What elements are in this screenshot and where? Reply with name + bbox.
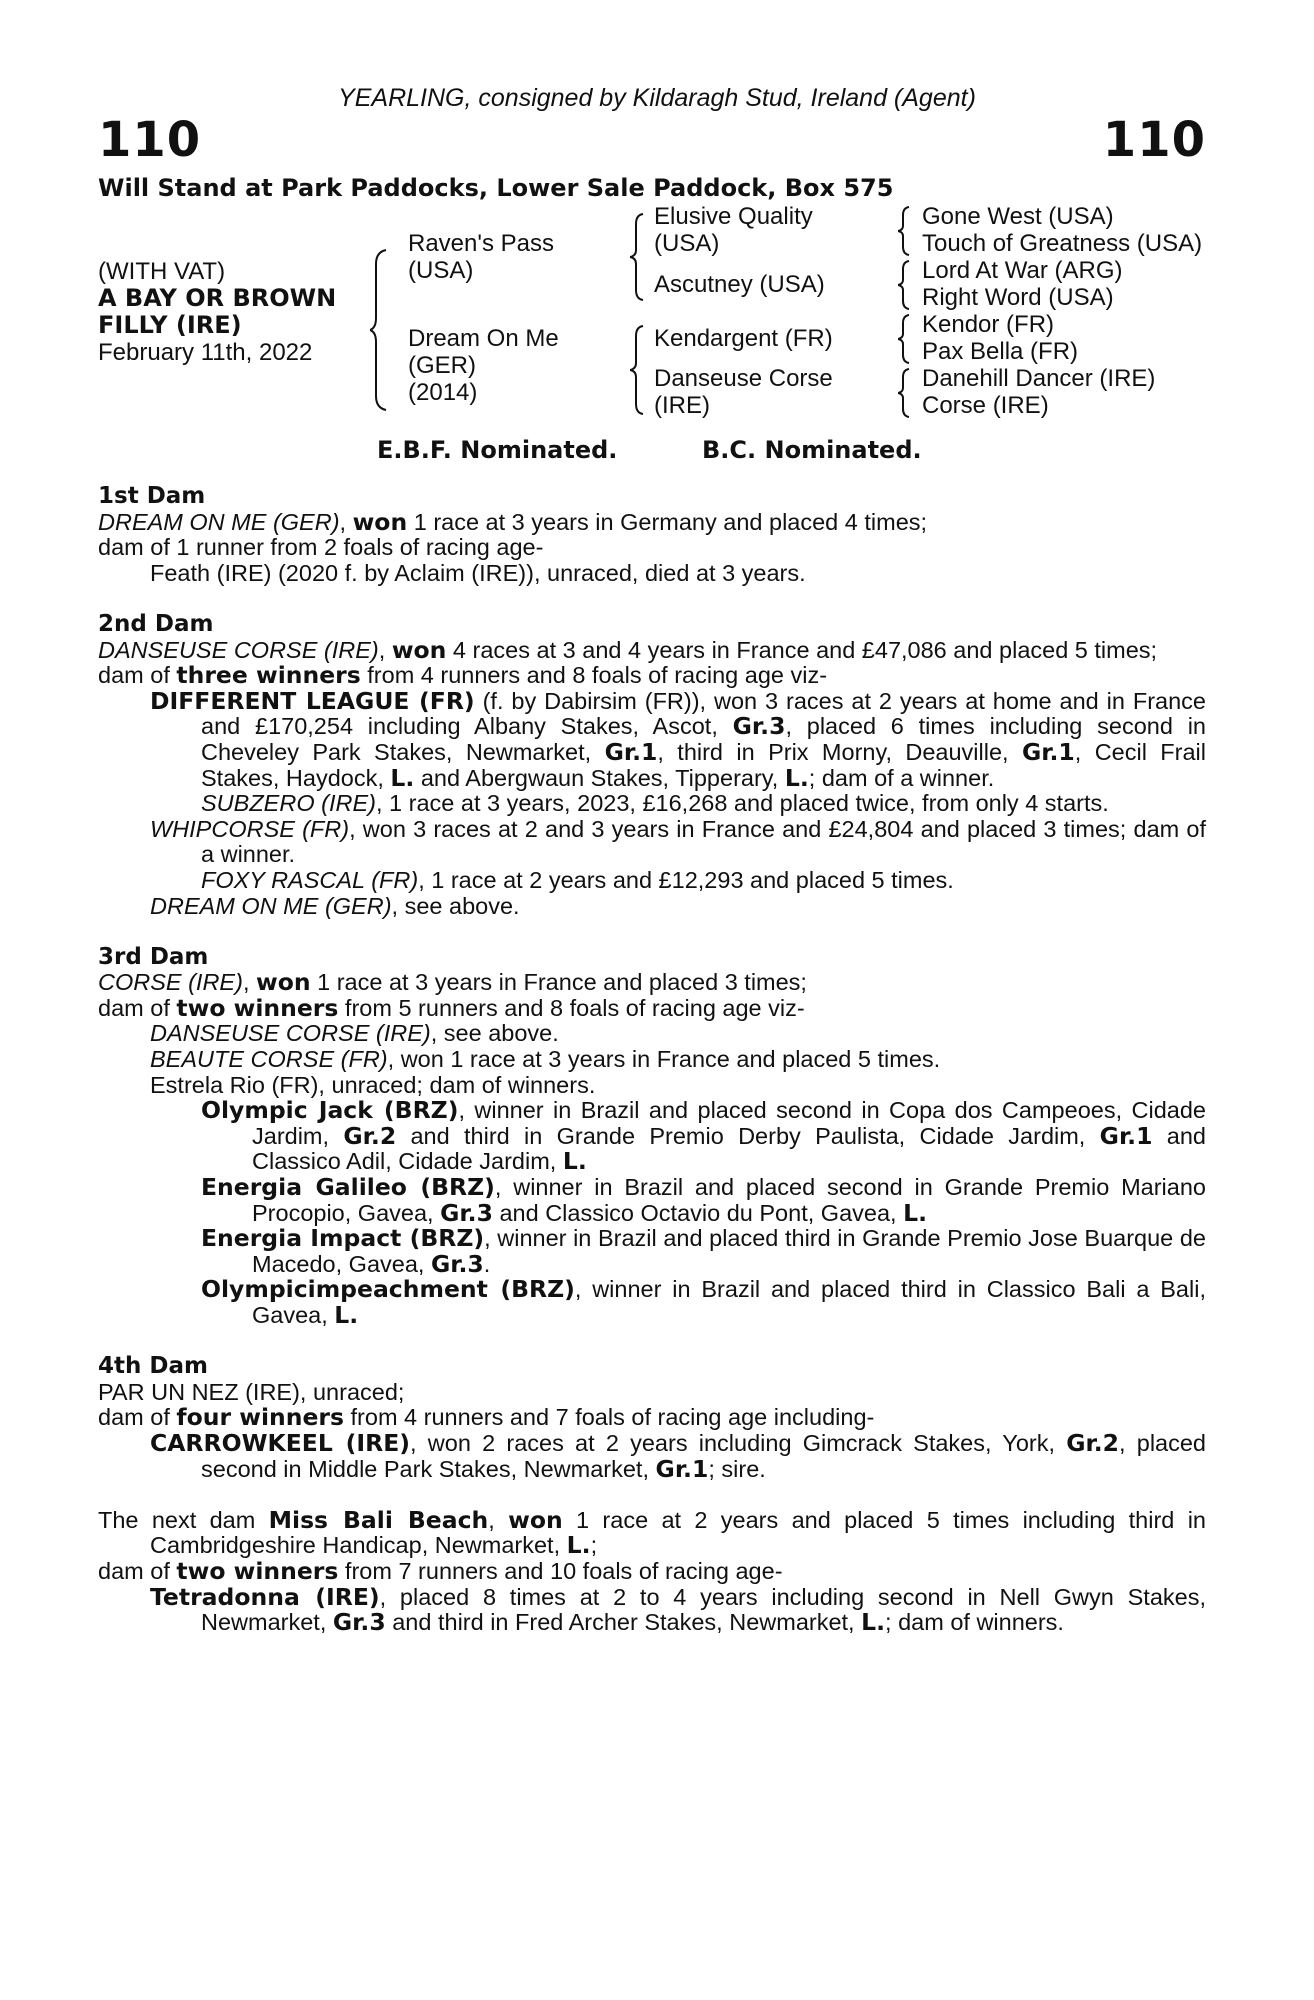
produce-entry: Tetradonna (IRE), placed 8 times at 2 to 4 years including second in Nell Gwyn Stakes, Newmarket, Gr.3 and third in Fred Archer Stakes, Newmarket, L.; dam of winners. [150,1582,1206,1637]
granddam-sire-dam: Right Word (USA) [922,284,1114,311]
section-second-dam [98,612,1206,919]
dam-dam-sire: Danehill Dancer (IRE) [922,365,1156,392]
stand-location: Will Stand at Park Paddocks, Lower Sale Paddock, Box 575 [98,174,894,202]
pedigree-brace-g3 [898,313,912,365]
dam-line-content [98,484,1206,1661]
granddam-sire-sire: Lord At War (ARG) [922,257,1123,284]
produce-summary: dam of two winners from 7 runners and 10 foals of racing age- [98,1556,783,1585]
produce-entry: Energia Impact (BRZ), winner in Brazil and placed third in Grande Premio Jose Buarque de Macedo, Gavea, Gr.3. [201,1224,1206,1278]
subject-horse [98,258,336,366]
section-next-dam [98,1505,1206,1637]
vat-note: (WITH VAT) [98,258,226,285]
section-third-dam [98,945,1206,1329]
produce-entry: DREAM ON ME (GER), see above. [150,892,520,919]
grandsire-sire-sire: Gone West (USA) [922,203,1114,230]
dam-dam-name: Danseuse Corse [654,365,833,392]
horse-name-line2: FILLY (IRE) [98,311,242,339]
section-fourth-dam [98,1354,1206,1482]
produce-summary: dam of two winners from 5 runners and 8 foals of racing age viz- [98,993,805,1022]
dam-dam-country: (IRE) [654,392,710,419]
produce-entry: Olympic Jack (BRZ), winner in Brazil and placed second in Copa dos Campeoes, Cidade Jardim, Gr.2 and third in Grande Premio Derby Paulista, Cidade Jardim, Gr.1 and Classico Adil, Cidade Jardim, L. [201,1096,1206,1176]
section-first-dam [98,484,1206,586]
dam [408,325,559,406]
grandsire-sire-dam: Touch of Greatness (USA) [922,230,1203,257]
ebf-nominated: E.B.F. Nominated. [377,436,618,464]
sire-dam: Ascutney (USA) [654,271,825,298]
produce-summary: dam of three winners from 4 runners and 8 foals of racing age viz- [98,661,828,690]
lot-number-left: 110 [98,112,202,168]
dam-sire-dam: Pax Bella (FR) [922,338,1079,365]
sire-sire [654,203,813,257]
lot-number-right: 110 [1102,112,1206,168]
dam-summary: CORSE (IRE), won 1 race at 3 years in France and placed 3 times; [98,968,807,997]
section-title: 2nd Dam [98,610,214,637]
horse-name-line1: A BAY OR BROWN [98,284,337,312]
pedigree-brace-g2 [898,259,912,311]
sire-country: (USA) [408,257,474,284]
dam-sire-sire: Kendor (FR) [922,311,1055,338]
produce-entry: DIFFERENT LEAGUE (FR) (f. by Dabirsim (FR)), won 3 races at 2 years at home and in France and £170,254 including Albany Stakes, Ascot, Gr.3, placed 6 times including second in Cheveley Park Stakes, Newmarket, Gr.1, third in Prix Morny, Deauville, Gr.1, Cecil Frail Stakes, Haydock, L. and Abergwaun Stakes, Tipperary, L.; dam of a winner. [150,686,1207,792]
foaling-date: February 11th, 2022 [98,339,313,366]
produce-entry: BEAUTE CORSE (FR), won 1 race at 3 years in France and placed 5 times. [150,1046,941,1073]
dam-summary: DANSEUSE CORSE (IRE), won 4 races at 3 and 4 years in France and £47,086 and placed 5 times; [98,635,1158,664]
produce-entry: Energia Galileo (BRZ), winner in Brazil and placed second in Grande Premio Mariano Procopio, Gavea, Gr.3 and Classico Octavio du Pont, Gavea, L. [201,1173,1206,1227]
pedigree-brace-g4 [898,367,912,419]
section-title: 1st Dam [98,483,206,509]
dam-name: Dream On Me [408,325,559,352]
produce-entry: WHIPCORSE (FR), won 3 races at 2 and 3 years in France and £24,804 and placed 3 times; dam of a winner. [150,815,1206,868]
dam-summary: DREAM ON ME (GER), won 1 race at 3 years in Germany and placed 4 times; [98,507,928,536]
bc-nominated: B.C. Nominated. [702,436,922,464]
produce-summary: dam of 1 runner from 2 foals of racing age- [98,534,544,561]
dam-country: (GER) [408,352,476,379]
produce-entry: Olympicimpeachment (BRZ), winner in Brazil and placed third in Classico Bali a Bali, Gavea, L. [201,1275,1206,1329]
produce-entry: SUBZERO (IRE), 1 race at 3 years, 2023, £16,268 and placed twice, from only 4 starts. [201,790,1109,817]
dam-dam [654,365,833,419]
section-title: 3rd Dam [98,943,209,970]
dam-year: (2014) [408,379,478,406]
dam-summary: PAR UN NEZ (IRE), unraced; [98,1378,405,1405]
sire-sire-country: (USA) [654,230,720,257]
sire [408,230,554,284]
produce-entry: Feath (IRE) (2020 f. by Aclaim (IRE)), unraced, died at 3 years. [150,559,806,586]
pedigree-brace-main [370,248,390,412]
pedigree-brace-sire [630,212,646,302]
pedigree-brace-g1 [898,205,912,257]
produce-entry: FOXY RASCAL (FR), 1 race at 2 years and £12,293 and placed 5 times. [201,866,954,893]
sire-name: Raven's Pass [408,230,554,257]
dam-dam-dam: Corse (IRE) [922,392,1049,419]
pedigree-brace-dam [630,324,646,416]
consignment-line: YEARLING, consigned by Kildaragh Stud, Ireland (Agent) [338,84,976,112]
sire-sire-name: Elusive Quality [654,203,813,230]
produce-summary: dam of four winners from 4 runners and 7 foals of racing age including- [98,1403,875,1432]
dam-sire: Kendargent (FR) [654,325,833,352]
produce-entry: DANSEUSE CORSE (IRE), see above. [150,1020,559,1047]
dam-summary: The next dam Miss Bali Beach, won 1 race at 2 years and placed 5 times including third in Cambridgeshire Handicap, Newmarket, L.; [98,1505,1206,1560]
produce-entry: CARROWKEEL (IRE), won 2 races at 2 years including Gimcrack Stakes, York, Gr.2, placed second in Middle Park Stakes, Newmarket, Gr.1; sire. [150,1428,1206,1483]
section-title: 4th Dam [98,1353,208,1380]
produce-entry: Estrela Rio (FR), unraced; dam of winners. [150,1071,596,1098]
